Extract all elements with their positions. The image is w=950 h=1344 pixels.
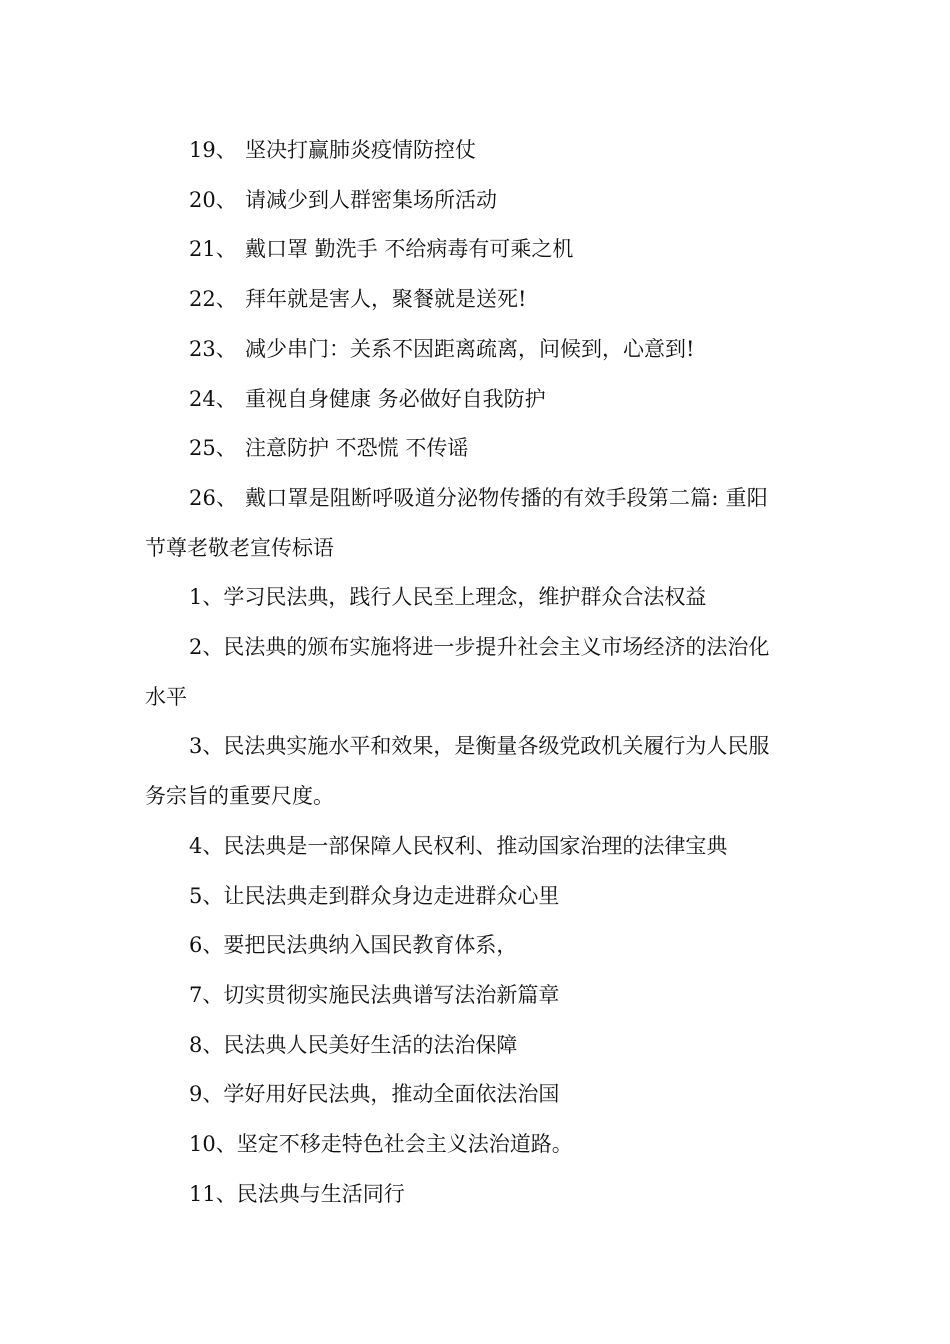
item-number: 21、 <box>189 237 237 262</box>
item-number: 19、 <box>189 138 237 162</box>
list-item: 9、学好用好民法典，推动全面依法治国 <box>189 1082 560 1107</box>
document-body <box>145 126 815 1219</box>
item-number: 24、 <box>189 386 237 411</box>
item-text: 戴口罩 勤洗手 不给病毒有可乘之机 <box>245 237 574 262</box>
list-item: 11、民法典与生活同行 <box>189 1181 405 1206</box>
item-number: 20、 <box>189 187 237 212</box>
item-text: 请减少到人群密集场所活动 <box>245 187 497 212</box>
list-item-26-continued: 节尊老敬老宣传标语 <box>145 535 334 560</box>
list-item <box>145 275 815 325</box>
list-item: 1、学习民法典，践行人民至上理念，维护群众合法权益 <box>189 585 707 610</box>
list-item: 10、坚定不移走特色社会主义法治道路。 <box>189 1132 573 1157</box>
list-item-continued: 水平 <box>145 684 187 709</box>
item-text: 拜年就是害人，聚餐就是送死! <box>245 287 527 312</box>
list-item: 2、民法典的颁布实施将进一步提升社会主义市场经济的法治化 <box>189 635 770 660</box>
list-item <box>145 176 815 226</box>
item-number: 26、 <box>189 485 238 510</box>
list-item-26 <box>145 474 815 524</box>
list-item <box>145 375 815 425</box>
item-number: 23、 <box>189 336 237 361</box>
list-item <box>145 225 815 275</box>
item-text: 注意防护 不恐慌 不传谣 <box>245 436 469 461</box>
list-item: 6、要把民法典纳入国民教育体系， <box>189 933 518 958</box>
list-item <box>145 424 815 474</box>
item-number: 25、 <box>189 436 237 461</box>
item-number: 22、 <box>189 287 237 312</box>
list-item <box>145 325 815 375</box>
list-item: 3、民法典实施水平和效果，是衡量各级党政机关履行为人民服 <box>189 734 770 759</box>
list-item: 4、民法典是一部保障人民权利、推动国家治理的法律宝典 <box>189 833 728 858</box>
list-item: 8、民法典人民美好生活的法治保障 <box>189 1032 518 1057</box>
item-text: 重视自身健康 务必做好自我防护 <box>245 386 546 411</box>
item-text: 减少串门：关系不因距离疏离，问候到，心意到! <box>245 336 695 361</box>
list-item: 5、让民法典走到群众身边走进群众心里 <box>189 883 560 908</box>
list-item: 7、切实贯彻实施民法典谱写法治新篇章 <box>189 982 560 1007</box>
list-item-continued: 务宗旨的重要尺度。 <box>145 784 334 809</box>
list-item <box>145 126 815 176</box>
item-text: 戴口罩是阻断呼吸道分泌物传播的有效手段第二篇: 重阳 <box>245 485 768 510</box>
item-text: 坚决打赢肺炎疫情防控仗 <box>245 138 476 162</box>
